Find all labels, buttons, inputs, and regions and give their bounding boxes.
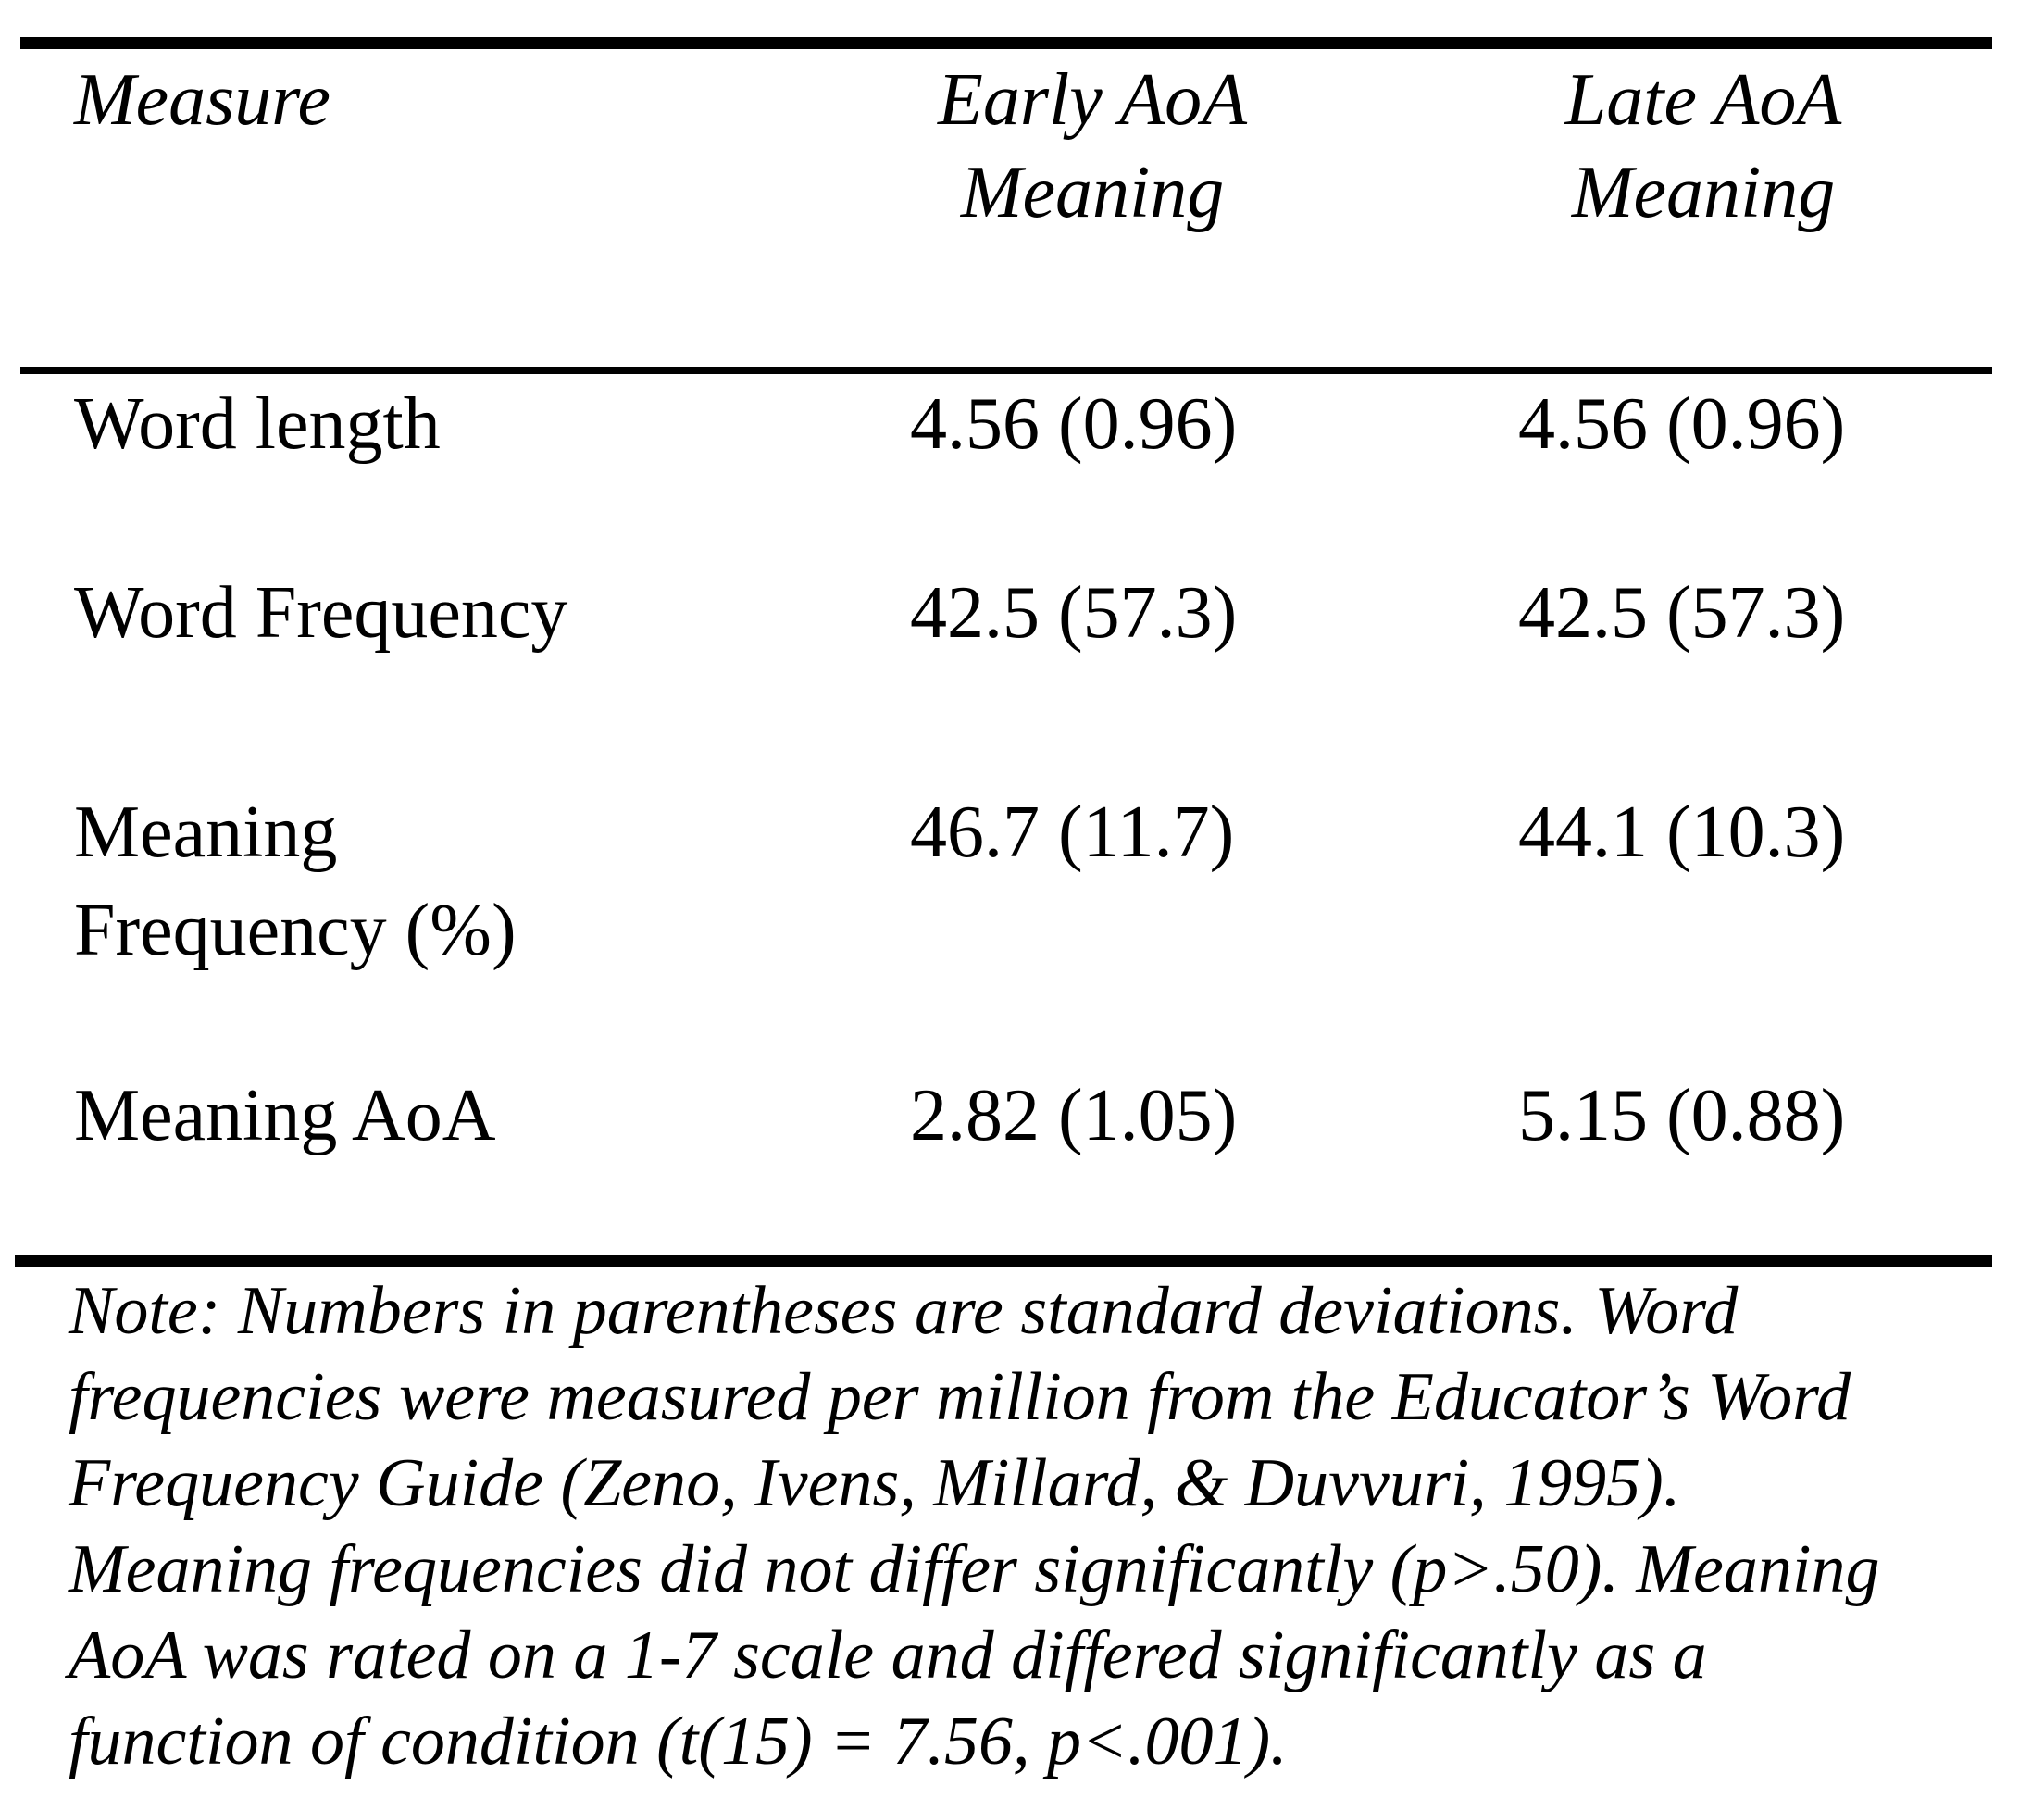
note-line-1: Note: Numbers in parentheses are standard deviations. Word (69, 1273, 1739, 1349)
note-line-4: Meaning frequencies did not differ significantly (p>.50). Meaning (69, 1531, 1880, 1607)
cell-meaning-frequency-early: 46.7 (11.7) (910, 792, 1235, 873)
row-label-meaning-frequency-line-2: Frequency (%) (74, 890, 517, 971)
row-label-word-length: Word length (74, 383, 441, 465)
note-line-2: frequencies were measured per million from the Educator’s Word (69, 1359, 1851, 1435)
header-early-line-1: Early AoA (937, 59, 1248, 141)
header-late-line-2: Meaning (1571, 152, 1836, 233)
cell-word-frequency-early: 42.5 (57.3) (910, 572, 1238, 654)
note-line-3: Frequency Guide (Zeno, Ivens, Millard, & Duvvuri, 1995). (69, 1445, 1681, 1521)
row-label-meaning-frequency (74, 783, 648, 980)
cell-word-length-early: 4.56 (0.96) (910, 383, 1238, 465)
header-early-aoa-meaning (833, 54, 1352, 239)
cell-meaning-aoa-late: 5.15 (0.88) (1518, 1075, 1846, 1156)
row-label-word-frequency: Word Frequency (74, 572, 568, 654)
note-line-5: AoA was rated on a 1-7 scale and differed significantly as a (69, 1617, 1707, 1693)
table-top-rule (20, 37, 1992, 49)
header-early-line-2: Meaning (960, 152, 1225, 233)
header-late-aoa-meaning (1444, 54, 1963, 239)
row-label-meaning-aoa: Meaning AoA (74, 1075, 496, 1156)
cell-word-length-late: 4.56 (0.96) (1518, 383, 1846, 465)
table-header-rule (20, 367, 1992, 374)
header-late-line-1: Late AoA (1564, 59, 1842, 141)
table-bottom-rule (15, 1255, 1992, 1267)
table-note (69, 1268, 2044, 1785)
row-label-meaning-frequency-line-1: Meaning (74, 792, 338, 873)
cell-word-frequency-late: 42.5 (57.3) (1518, 572, 1846, 654)
cell-meaning-aoa-early: 2.82 (1.05) (910, 1075, 1238, 1156)
cell-meaning-frequency-late: 44.1 (10.3) (1518, 792, 1846, 873)
header-measure: Measure (74, 59, 330, 141)
note-line-6: function of condition (t(15) = 7.56, p<.001). (69, 1704, 1288, 1779)
